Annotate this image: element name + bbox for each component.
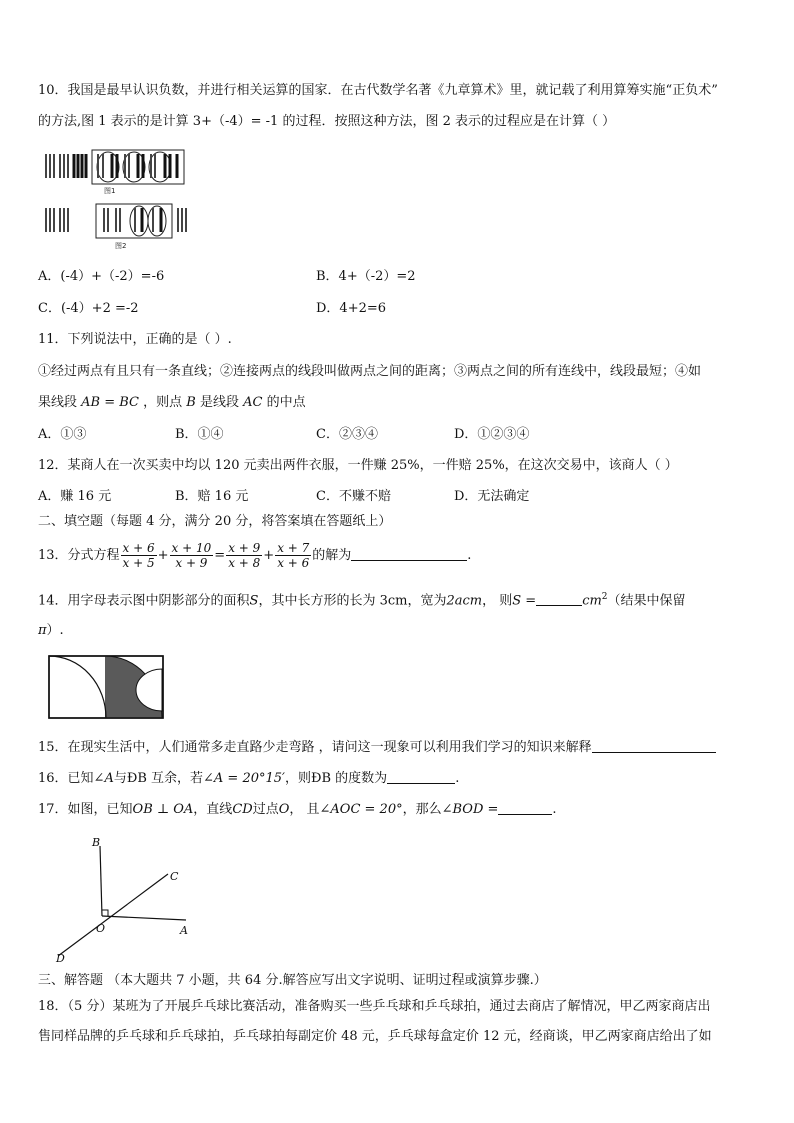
line-cd (58, 874, 168, 956)
math-angle-bod: ∠BOD = (441, 802, 499, 817)
q11-statements-line1: ①经过两点有且只有一条直线；②连接两点的线段叫做两点之间的距离；③两点之间的所有连线中，线段最短；④如 (38, 364, 702, 379)
q10-text-line1: 10．我国是最早认识负数，并进行相关运算的国家．在古代数学名著《九章算术》里，就记载了利用算筹实施“正负术” (38, 83, 718, 98)
q12-option-b[interactable]: B．赔 16 元 (175, 489, 249, 504)
math-angle-a: ∠A (93, 771, 114, 786)
q18-line2: 售同样品牌的乒乓球和乒乓球拍，乒乓球拍每副定价 48 元，乒乓球每盒定价 12 元，经商谈，甲乙两家商店给出了如 (38, 1029, 712, 1044)
counting-rods-figures (40, 146, 200, 256)
right-angle-mark (102, 910, 108, 916)
q13-answer-blank[interactable] (351, 548, 467, 561)
q11-option-c[interactable]: C．②③④ (316, 427, 378, 442)
figure-1-counting-rods (46, 150, 184, 195)
q10-option-a[interactable]: A．(-4）+（-2）=-6 (38, 269, 165, 284)
figure-1-caption: 图1 (104, 187, 116, 195)
figure-2-counting-rods (46, 204, 186, 250)
q17-answer-blank[interactable] (498, 802, 552, 815)
q13-line: 13．分式方程 $\frac{x + 6}{x + 5}$ + $\frac{x + 10}{x + 9}$ = $\frac{x + 9}{x + 8}$ + $\frac{x + 7}{x + 6}$ 的解为 . (38, 541, 472, 570)
ray-ob (100, 846, 102, 916)
math-ab-eq-bc: AB = BC (81, 395, 139, 410)
q12-option-a[interactable]: A．赚 16 元 (38, 489, 112, 504)
math-segment-ac: AC (243, 395, 263, 410)
q16-line: 16．已知∠A与ÐB 互余，若∠A = 20°15′，则ÐB 的度数为 . (38, 771, 460, 786)
figure-2-caption: 图2 (115, 242, 127, 250)
q11-option-a[interactable]: A．①③ (38, 427, 87, 442)
q17-angle-diagram (50, 832, 200, 964)
q12-option-c[interactable]: C．不赚不赔 (316, 489, 391, 504)
section-3-heading: 三、解答题 （本大题共 7 小题，共 64 分.解答应写出文字说明、证明过程或演算步骤.） (38, 973, 547, 988)
q14-line1: 14．用字母表示图中阴影部分的面积S，其中长方形的长为 3cm，宽为2acm， 则$S = cm^2$（结果中保留 (38, 592, 686, 609)
q11-option-d[interactable]: D．①②③④ (454, 427, 530, 442)
q11-option-b[interactable]: B．①④ (175, 427, 224, 442)
label-b: B (92, 836, 101, 849)
label-a: A (180, 924, 188, 937)
q14-shaded-rectangle-figure (48, 655, 166, 721)
q10-text-line2: 的方法,图 1 表示的是计算 3+（-4）= -1 的过程．按照这种方法，图 2 表示的过程应是在计算（ ） (38, 114, 616, 129)
q10-option-d[interactable]: D．4+2=6 (316, 301, 387, 316)
math-width: 2acm (446, 593, 483, 609)
q12-title: 12．某商人在一次买卖中均以 120 元卖出两件衣服，一件赚 25%，一件赔 25%，在这次交易中，该商人（ ） (38, 458, 678, 473)
q12-option-d[interactable]: D．无法确定 (454, 489, 530, 504)
q11-statements-line2: 果线段 AB = BC ，则点 B 是线段 AC 的中点 (38, 395, 306, 410)
fraction-3: $\frac{x + 9}{x + 8}$ (228, 541, 261, 570)
q10-option-b[interactable]: B．4+（-2）=2 (316, 269, 416, 284)
q15-line: 15．在现实生活中，人们通常多走直路少走弯路 ，请问这一现象可以利用我们学习的知识来解释 (38, 739, 716, 757)
fraction-2: $\frac{x + 10}{x + 9}$ (171, 541, 212, 570)
math-angle-aoc: ∠AOC = 20° (319, 802, 403, 817)
section-2-heading: 二、填空题（每题 4 分，满分 20 分，将答案填在答题纸上） (38, 514, 392, 529)
q10-option-c[interactable]: C．(-4）+2 =-2 (38, 301, 139, 316)
math-point-b: B (186, 395, 196, 410)
math-ob-perp-oa: OB ⊥ OA (132, 802, 194, 817)
q14-line2: π）. (38, 623, 64, 638)
q18-line1: 18．（5 分）某班为了开展乒乓球比赛活动，准备购买一些乒乓球和乒乓球拍，通过去商店了解情况，甲乙两家商店出 (38, 999, 711, 1014)
math-line-cd: CD (232, 802, 253, 817)
label-o: O (96, 922, 106, 935)
ray-oa (102, 916, 186, 920)
math-s-eq: S = (512, 593, 537, 609)
math-pi: π (38, 623, 47, 638)
math-point-o: O (278, 802, 290, 817)
math-angle-a-value: ∠A = 20°15′ (203, 771, 285, 786)
q15-answer-blank[interactable] (592, 740, 716, 753)
label-d: D (56, 952, 65, 964)
q16-answer-blank[interactable] (387, 771, 455, 784)
q17-line: 17．如图，已知OB ⊥ OA，直线CD过点O， 且∠AOC = 20°，那么∠BOD = . (38, 802, 557, 817)
q11-title: 11．下列说法中，正确的是（ ）. (38, 332, 232, 347)
label-c: C (170, 870, 179, 883)
math-s: S (249, 593, 259, 609)
fraction-4: $\frac{x + 7}{x + 6}$ (277, 541, 310, 570)
q14-answer-blank[interactable] (536, 593, 582, 606)
fraction-1: $\frac{x + 6}{x + 5}$ (122, 541, 155, 570)
